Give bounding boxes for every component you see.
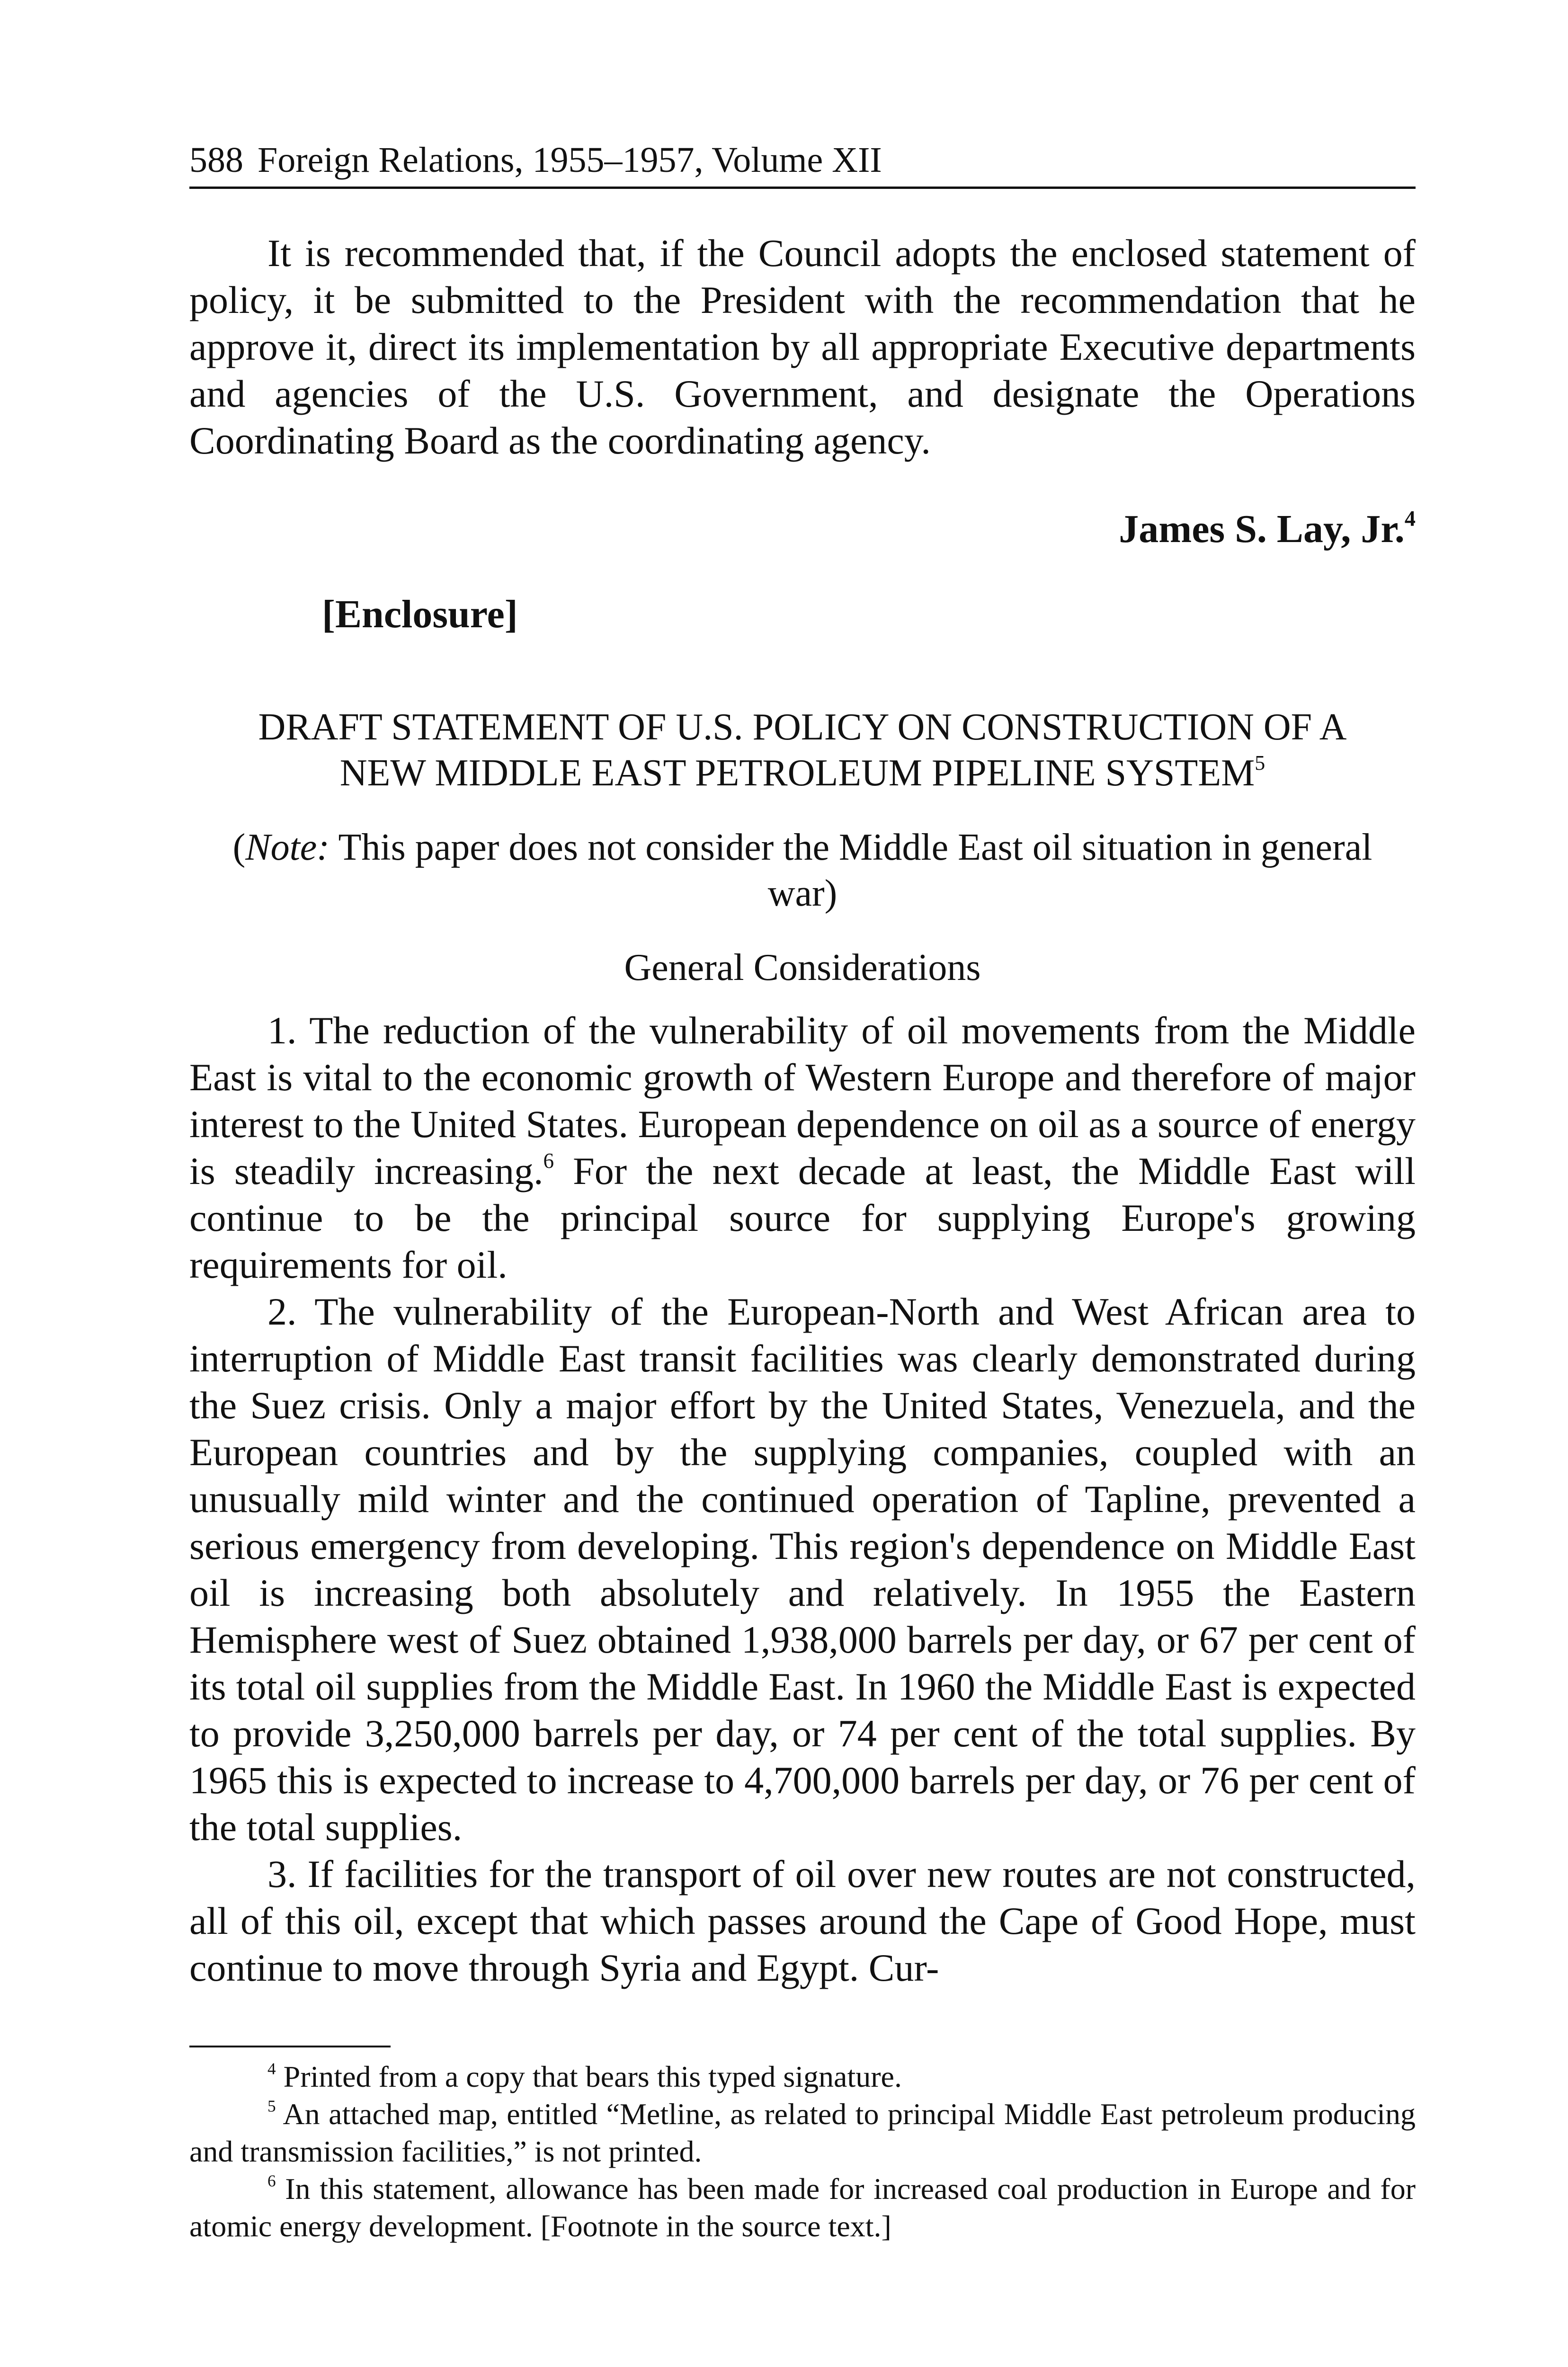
editorial-note <box>189 825 1416 917</box>
footnotes <box>189 2058 1416 2245</box>
footnote-4-text: Printed from a copy that bears this typed signature. <box>276 2060 902 2093</box>
body-paragraphs <box>189 1007 1416 1991</box>
footnote-4 <box>189 2058 1416 2095</box>
paragraph-1-text-b: For the next decade at least, the Middle East will continue to be the principal source for supplying Europe's growing requirements for oil. <box>189 1149 1416 1286</box>
note-label: Note: <box>245 827 330 868</box>
paragraph-3: 3. If facilities for the transport of oil over new routes are not constructed, all of this oil, except that which passes around the Cape of Good Hope, must continue to move through Syria and Egypt. Cur- <box>189 1852 1416 1989</box>
section-heading: General Considerations <box>624 947 981 988</box>
running-header <box>189 137 1416 183</box>
running-title: Foreign Relations, 1955–1957, Volume XII <box>258 140 882 180</box>
paragraph-1 <box>189 1007 1416 1288</box>
footnote-5-number: 5 <box>267 2097 276 2116</box>
footnote-5-text: An attached map, entitled “Metline, as related to principal Middle East petroleum producing and transmission facilities,” is not printed. <box>189 2097 1416 2168</box>
intro-paragraph: It is recommended that, if the Council adopts the enclosed statement of policy, it be submitted to the President with the recommendation that he approve it, direct its implementation by all appropriate Executive departments and agencies of the U.S. Government, and designate the Operations Coordinating Board as the coordinating agency. <box>189 231 1416 462</box>
intro-section <box>189 230 1416 464</box>
footnote-ref-6[interactable]: 6 <box>543 1149 554 1173</box>
footnote-5 <box>189 2095 1416 2170</box>
footnote-6 <box>189 2170 1416 2245</box>
enclosure-label: [Enclosure] <box>322 592 518 636</box>
footnote-6-number: 6 <box>267 2171 276 2190</box>
paragraph-1-text-a: 1. The reduction of the vulnerability of oil movements from the Middle East is vital to the economic growth of Western Europe and therefore of major interest to the United States. European dependence on oil as a source of energy is steadily increasing. <box>189 1009 1416 1192</box>
document-page <box>189 137 1416 2245</box>
footnote-4-number: 4 <box>267 2059 276 2078</box>
header-rule <box>189 187 1416 189</box>
signature-name: James S. Lay, Jr. <box>1119 507 1405 551</box>
paragraph-2: 2. The vulnerability of the European-North and West African area to interruption of Middle East transit facilities was clearly demonstrated during the Suez crisis. Only a major effort by the United States, Venezuela, and the European countries and by the supplying companies, coupled with an unusually mild winter and the continued operation of Tapline, prevented a serious emergency from developing. This region's dependence on Middle East oil is increasing both absolutely and relatively. In 1955 the Eastern Hemisphere west of Suez obtained 1,938,000 barrels per day, or 67 per cent of its total oil supplies from the Middle East. In 1960 the Middle East is expected to provide 3,250,000 barrels per day, or 74 per cent of the total supplies. By 1965 this is expected to increase to 4,700,000 barrels per day, or 76 per cent of the total supplies. <box>189 1290 1416 1849</box>
signature <box>189 506 1416 553</box>
draft-title-line-1: DRAFT STATEMENT OF U.S. POLICY ON CONSTRUCTION OF A <box>258 706 1347 748</box>
page-number: 588 <box>189 140 243 180</box>
draft-title-line-2: NEW MIDDLE EAST PETROLEUM PIPELINE SYSTEM <box>339 752 1255 794</box>
footnote-rule <box>189 2046 391 2047</box>
footnote-ref-5[interactable]: 5 <box>1255 751 1265 774</box>
note-open-paren: ( <box>232 827 246 868</box>
footnote-6-text: In this statement, allowance has been made for increased coal production in Europe and for atomic energy development. [Footnote in the source text.] <box>189 2172 1416 2243</box>
footnote-ref-4[interactable]: 4 <box>1404 506 1416 531</box>
draft-title <box>189 704 1416 796</box>
note-text: This paper does not consider the Middle East oil situation in general war) <box>329 827 1372 914</box>
